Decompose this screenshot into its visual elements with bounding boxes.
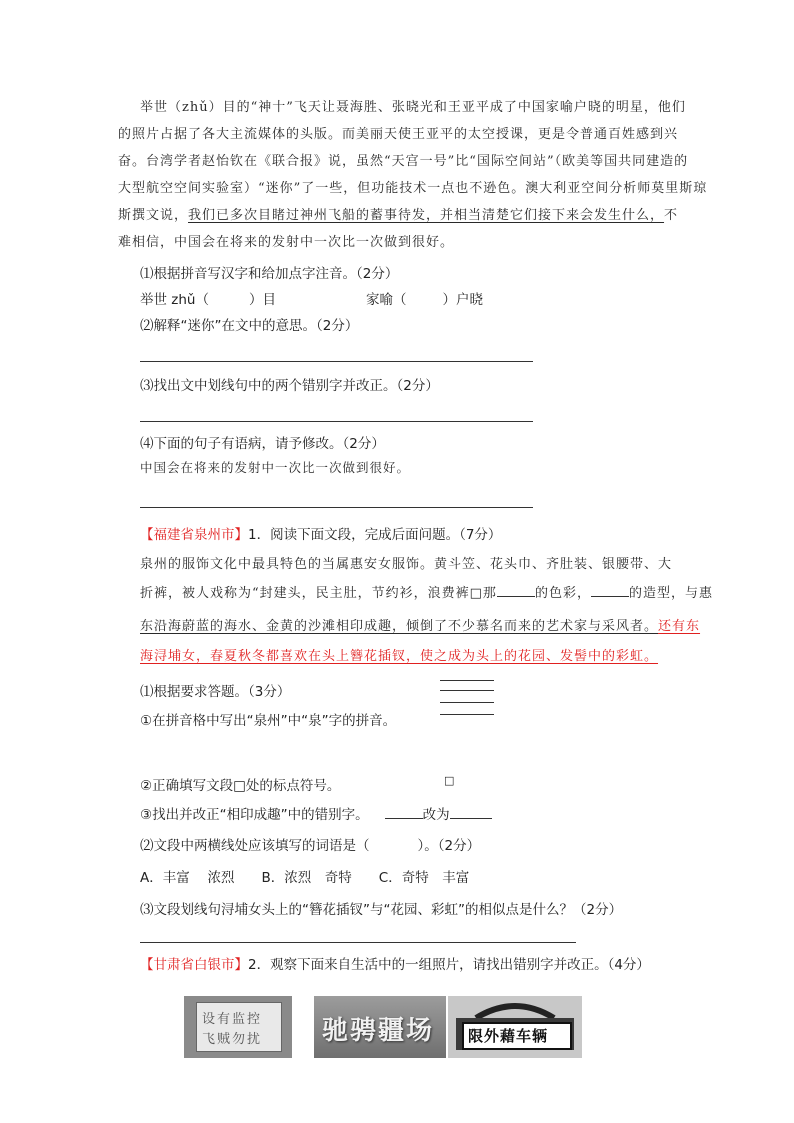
passage-text: 的色彩， — [534, 586, 591, 601]
question-3: ⑶文段划线句浔埔女头上的“簪花插钗”与“花园、彩虹”的相似点是什么？（2分） — [140, 902, 623, 918]
pinyin-line — [440, 714, 494, 715]
passage-line: 泉州的服饰文化中最具特色的当属惠安女服饰。黄斗笠、花头巾、齐肚装、银腰带、大 — [140, 557, 673, 572]
question-text: ）目 — [249, 292, 276, 308]
passage-line: 奋。台湾学者赵怡钦在《联合报》说，虽然“天宫一号”比“国际空间站”（欧美等国共同建造的 — [118, 154, 689, 169]
options: A．丰富 浓烈 B．浓烈 奇特 C．奇特 丰富 — [140, 870, 470, 886]
region-tag: 【甘肃省白银市】 — [140, 957, 248, 973]
passage-line: 举世（zhǔ）目的“神十”飞天让聂海胜、张晓光和王亚平成了中国家喻户晓的明星，他们 — [140, 100, 686, 115]
passage-line — [140, 582, 713, 601]
fill-blank[interactable] — [591, 596, 629, 597]
underlined-sentence: 海浔埔女，春夏秋冬都喜欢在头上簪花插钗，使之成为头上的花园、发髻中的彩虹。 — [140, 649, 659, 664]
question-text: ⑵文段中两横线处应该填写的词语是（ — [140, 838, 370, 854]
punctuation-box[interactable]: □ — [444, 774, 455, 787]
question-text: 举世 zhǔ（ — [140, 292, 209, 308]
question-text: 改为 — [422, 807, 450, 823]
section-3-heading — [140, 953, 650, 973]
question-1: ⑴根据拼音写汉字和给加点字注音。（2分） — [140, 266, 399, 282]
question-1-3 — [140, 803, 492, 823]
fill-blank[interactable] — [385, 818, 423, 819]
region-tag: 【福建省泉州市】 — [140, 527, 248, 543]
underlined-text: 还有东 — [658, 619, 701, 634]
passage-line: 难相信，中国会在将来的发射中一次比一次做到很好。 — [118, 235, 455, 250]
passage-line — [140, 615, 700, 634]
passage-text: 折裤，被人戏称为“封建头，民主肚，节约衫，浪费裤□那 — [140, 586, 497, 601]
heading-text: 2．观察下面来自生活中的一组照片，请找出错别字并改正。（4分） — [248, 957, 650, 973]
faulty-sentence: 中国会在将来的发射中一次比一次做到很好。 — [140, 460, 411, 475]
answer-line[interactable] — [140, 361, 533, 362]
answer-line[interactable] — [140, 507, 533, 508]
question-text: 家喻（ — [366, 292, 407, 308]
underlined-text: 东沿海蔚蓝的海水、金黄的沙滩相印成趣，倾倒了不少慕名而来的艺术家与采风者。 — [140, 619, 659, 634]
question-4: ⑷下面的句子有语病，请予修改。（2分） — [140, 436, 385, 452]
sign-text: 限外藉车辆 — [468, 1027, 549, 1045]
sign-text: 设有监控 — [202, 1012, 263, 1027]
question-text: ③找出并改正“相印成趣”中的错别字。 — [140, 807, 369, 823]
pinyin-line — [440, 702, 494, 703]
passage-line: 大型航空空间实验室）“迷你”了一些，但功能技术一点也不逊色。澳大利亚空间分析师莫里斯琼 — [118, 181, 708, 196]
passage-line — [118, 204, 678, 223]
question-1-a — [140, 288, 276, 308]
question-3: ⑶找出文中划线句中的两个错别字并改正。（2分） — [140, 378, 439, 394]
question-1-1: ①在拼音格中写出“泉州”中“泉”字的拼音。 — [140, 713, 397, 729]
passage-text: 的造型，与惠 — [628, 586, 713, 601]
answer-line[interactable] — [140, 942, 576, 943]
fill-blank[interactable] — [450, 818, 492, 819]
question-1-2: ②正确填写文段□处的标点符号。 — [140, 778, 341, 794]
question-2: ⑵解释“迷你”在文中的意思。（2分） — [140, 318, 359, 334]
question-1: ⑴根据要求答题。（3分） — [140, 684, 291, 700]
underlined-sentence: 我们已多次目睹过神州飞船的蓄事待发，并相当清楚它们接下来会发生什么， — [188, 208, 665, 223]
pinyin-line — [440, 680, 494, 681]
passage-text: 斯撰文说， — [118, 208, 189, 223]
sign-photo-vehicles — [448, 996, 582, 1058]
sign-text: 飞贼勿扰 — [202, 1032, 263, 1047]
pinyin-line — [440, 690, 494, 691]
question-text: ）户晓 — [442, 292, 483, 308]
passage-text: 不 — [664, 208, 679, 223]
question-1-b — [366, 288, 483, 308]
question-text: ）。（2分） — [417, 838, 481, 854]
fill-blank[interactable] — [497, 596, 535, 597]
sign-photo-surveillance — [184, 996, 292, 1058]
section-2-heading — [140, 523, 501, 543]
sign-photo-battlefield — [314, 996, 446, 1058]
heading-text: 1．阅读下面文段，完成后面问题。（7分） — [248, 527, 502, 543]
passage-line: 的照片占据了各大主流媒体的头版。而美丽天使王亚平的太空授课，更是令普通百姓感到兴 — [118, 127, 679, 142]
question-2 — [140, 834, 480, 854]
sign-text: 驰骋疆场 — [322, 1016, 435, 1046]
answer-line[interactable] — [140, 421, 533, 422]
